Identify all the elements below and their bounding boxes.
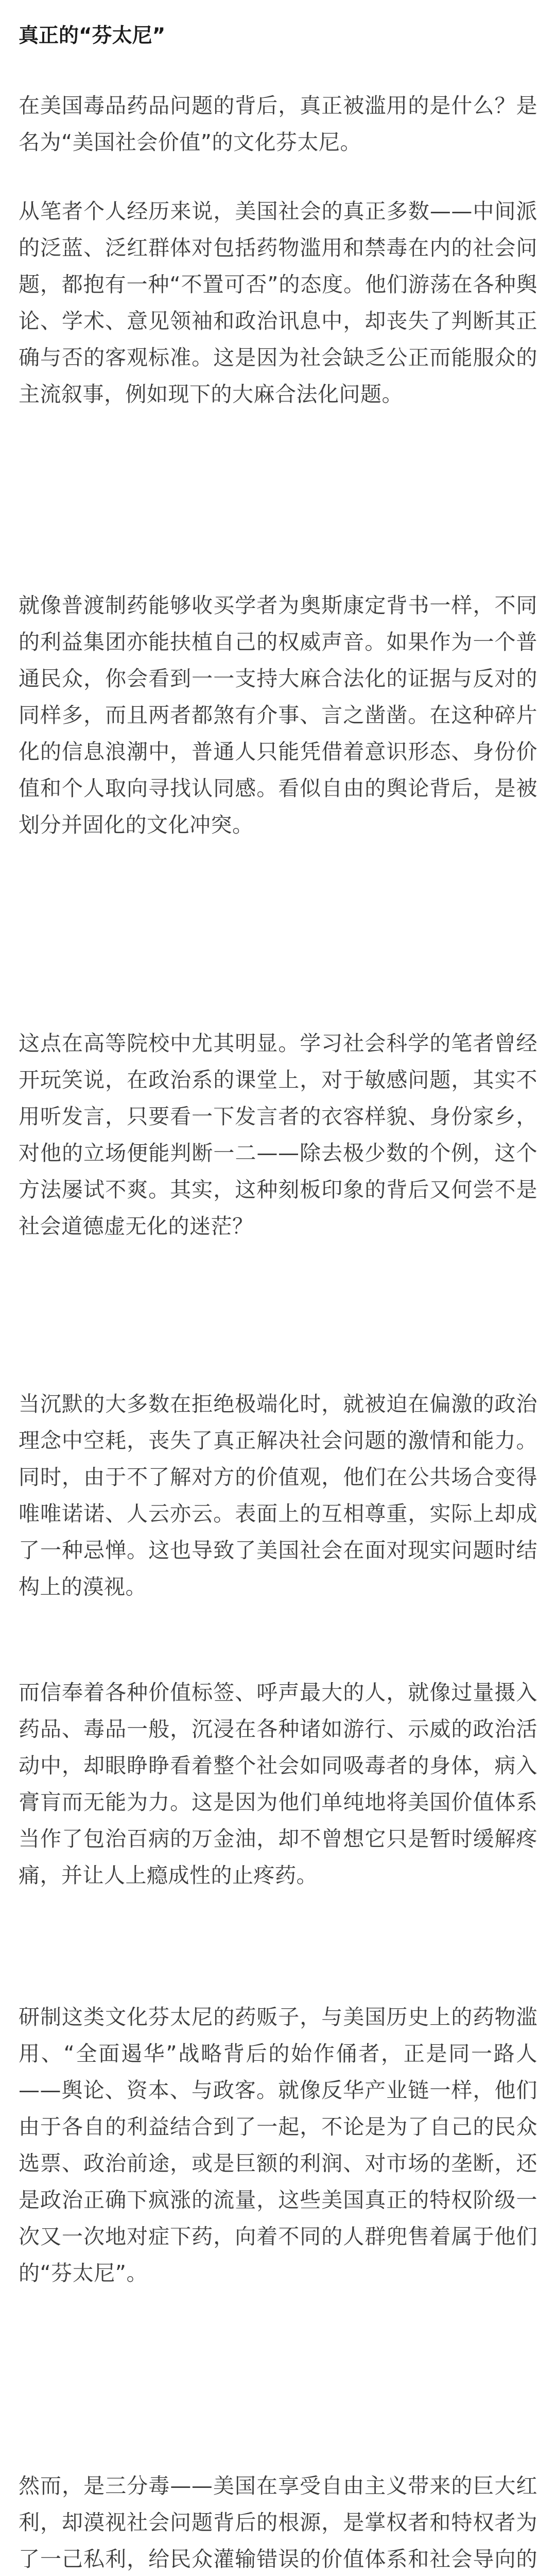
paragraph-2: 从笔者个人经历来说，美国社会的真正多数——中间派的泛蓝、泛红群体对包括药物滥用和禁毒在内的社会问题，都抱有一种“不置可否”的态度。他们游荡在各种舆论、学术、意见领袖和政治讯息中，却丧失了判断其正确与否的客观标准。这是因为社会缺乏公正而能服众的主流叙事，例如现下的大麻合法化问题。 [19, 199, 537, 406]
paragraph-3: 就像普渡制药能够收买学者为奥斯康定背书一样，不同的利益集团亦能扶植自己的权威声音。如果作为一个普通民众，你会看到一一支持大麻合法化的证据与反对的同样多，而且两者都煞有介事、言之凿凿。在这种碎片化的信息浪潮中，普通人只能凭借着意识形态、身份价值和个人取向寻找认同感。看似自由的舆论背后，是被划分并固化的文化冲突。 [19, 593, 537, 837]
paragraph-6: 而信奉着各种价值标签、呼声最大的人，就像过量摄入药品、毒品一般，沉浸在各种诸如游行、示威的政治活动中，却眼睁睁看着整个社会如同吸毒者的身体，病入膏肓而无能为力。这是因为他们单纯地将美国价值体系当作了包治百病的万金油，却不曾想它只是暂时缓解疼痛，并让人上瘾成性的止疼药。 [19, 1680, 537, 1888]
paragraph-8: 然而，是三分毒——美国在享受自由主义带来的巨大红利，却漠视社会问题背后的根源，是掌权者和特权者为了一己私利，给民众灌输错误的价值体系和社会导向的 [19, 2473, 537, 2571]
paragraph-7: 研制这类文化芬太尼的药贩子，与美国历史上的药物滥用、“全面遏华”战略背后的始作俑者，正是同一路人——舆论、资本、与政客。就像反华产业链一样，他们由于各自的利益结合到了一起，不论是为了自己的民众选票、政治前途，或是巨额的利润、对市场的垄断，还是政治正确下疯涨的流量，这些美国真正的特权阶级一次又一次地对症下药，向着不同的人群兜售着属于他们的“芬太尼”。 [19, 2005, 537, 2285]
paragraph-1: 在美国毒品药品问题的背后，真正被滥用的是什么？是名为“美国社会价值”的文化芬太尼。 [19, 93, 537, 155]
section-heading: 真正的“芬太尼” [19, 24, 166, 47]
paragraph-4: 这点在高等院校中尤其明显。学习社会科学的笔者曾经开玩笑说，在政治系的课堂上，对于敏感问题，其实不用听发言，只要看一下发言者的衣容样貌、身份家乡，对他的立场便能判断一二——除去极少数的个例，这个方法屡试不爽。其实，这种刻板印象的背后又何尝不是社会道德虚无化的迷茫？ [19, 1031, 537, 1239]
paragraph-5: 当沉默的大多数在拒绝极端化时，就被迫在偏激的政治理念中空耗，丧失了真正解决社会问题的激情和能力。同时，由于不了解对方的价值观，他们在公共场合变得唯唯诺诺、人云亦云。表面上的互相尊重，实际上却成了一种忌惮。这也导致了美国社会在面对现实问题时结构上的漠视。 [19, 1392, 537, 1599]
